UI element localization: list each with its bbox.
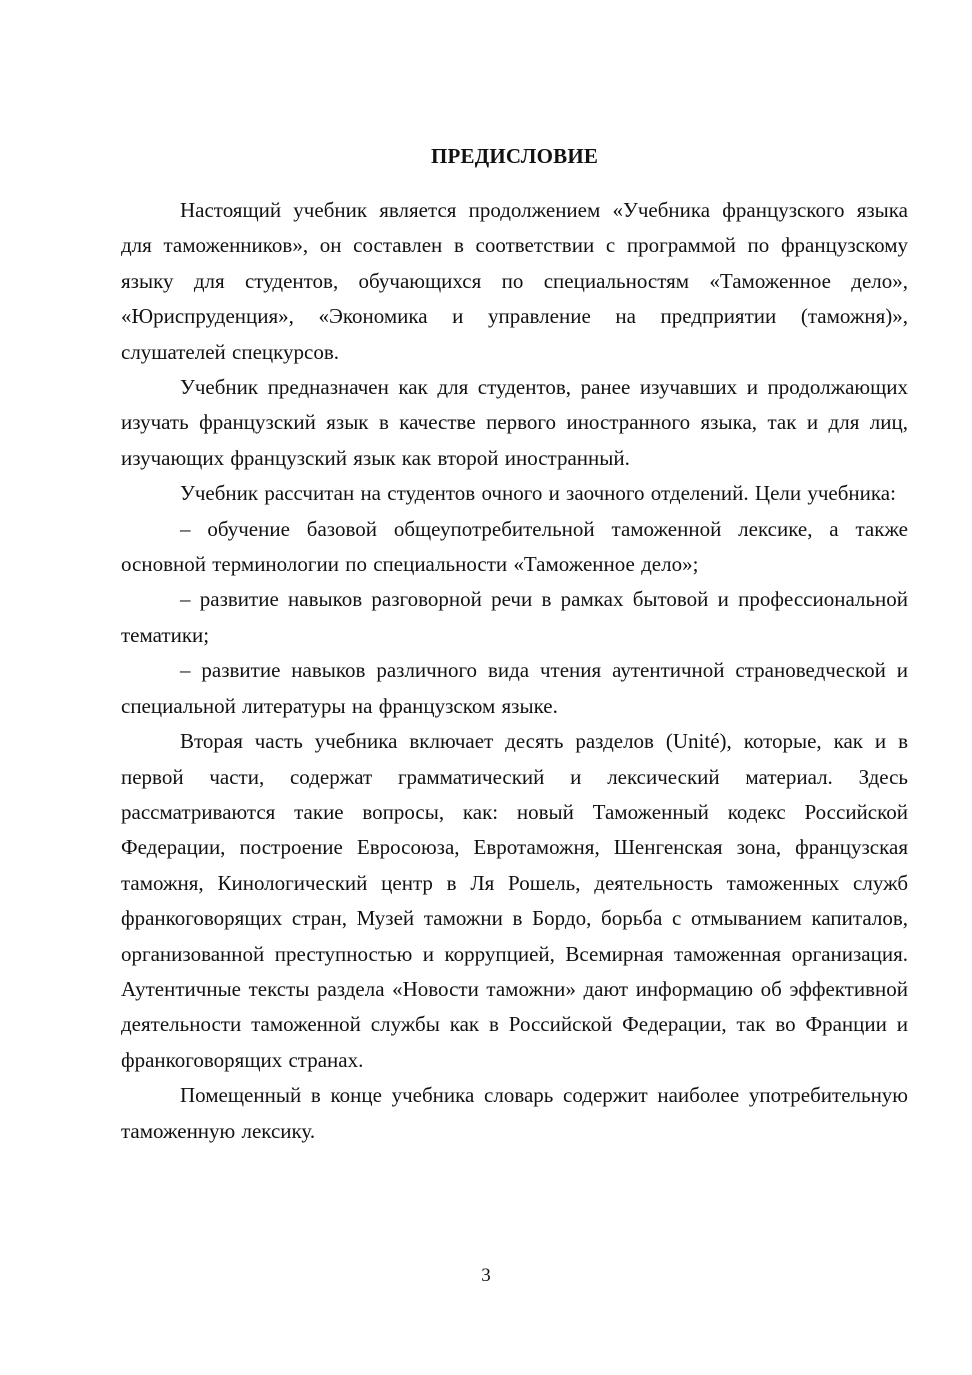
document-page xyxy=(121,142,908,1149)
page-title: ПРЕДИСЛОВИЕ xyxy=(430,144,599,168)
paragraph-goals: Учебник рассчитан на студентов очного и заочного отделений. Цели учебника: xyxy=(180,481,896,506)
paragraph-intro: Настоящий учебник является продолжением «Учебника французского языка для таможенников», он составлен в соответствии с программой по французскому языку для студентов, обучающихся по специальностям «Таможенное дело», «Юриспруденция», «Экономика и управление на предприятии (таможня)», слушателей спецкурсов. xyxy=(121,198,908,364)
paragraph-audience: Учебник предназначен как для студентов, ранее изучавших и продолжающих изучать французский язык в качестве первого иностранного языка, так и для лиц, изучающих французский язык как второй иностранный. xyxy=(121,375,908,470)
page-number: 3 xyxy=(481,1265,491,1286)
list-item-goal-3: – развитие навыков различного вида чтения аутентичной страноведческой и специальной литературы на французском языке. xyxy=(121,658,908,718)
paragraph-contents: Вторая часть учебника включает десять разделов (Unité), которые, как и в первой части, содержат грамматический и лексический материал. Здесь рассматриваются такие вопросы, как: новый Таможенный кодекс Российской Федерации, построение Евросоюза, Евротаможня, Шенгенская зона, французская таможня, Кинологический центр в Ля Рошель, деятельность таможенных служб франкоговорящих стран, Музей таможни в Бордо, борьба с отмыванием капиталов, организованной преступностью и коррупцией, Всемирная таможенная организация. Аутентичные тексты раздела «Новости таможни» дают информацию об эффективной деятельности таможенной службы как в Российской Федерации, так во Франции и франкоговорящих странах. xyxy=(121,729,908,1072)
paragraph-dictionary: Помещенный в конце учебника словарь содержит наиболее употребительную таможенную лексику. xyxy=(121,1083,908,1143)
list-item-goal-2: – развитие навыков разговорной речи в рамках бытовой и профессиональной тематики; xyxy=(121,587,908,647)
list-item-goal-1: – обучение базовой общеупотребительной таможенной лексике, а также основной терминологии по специальности «Таможенное дело»; xyxy=(121,516,908,577)
